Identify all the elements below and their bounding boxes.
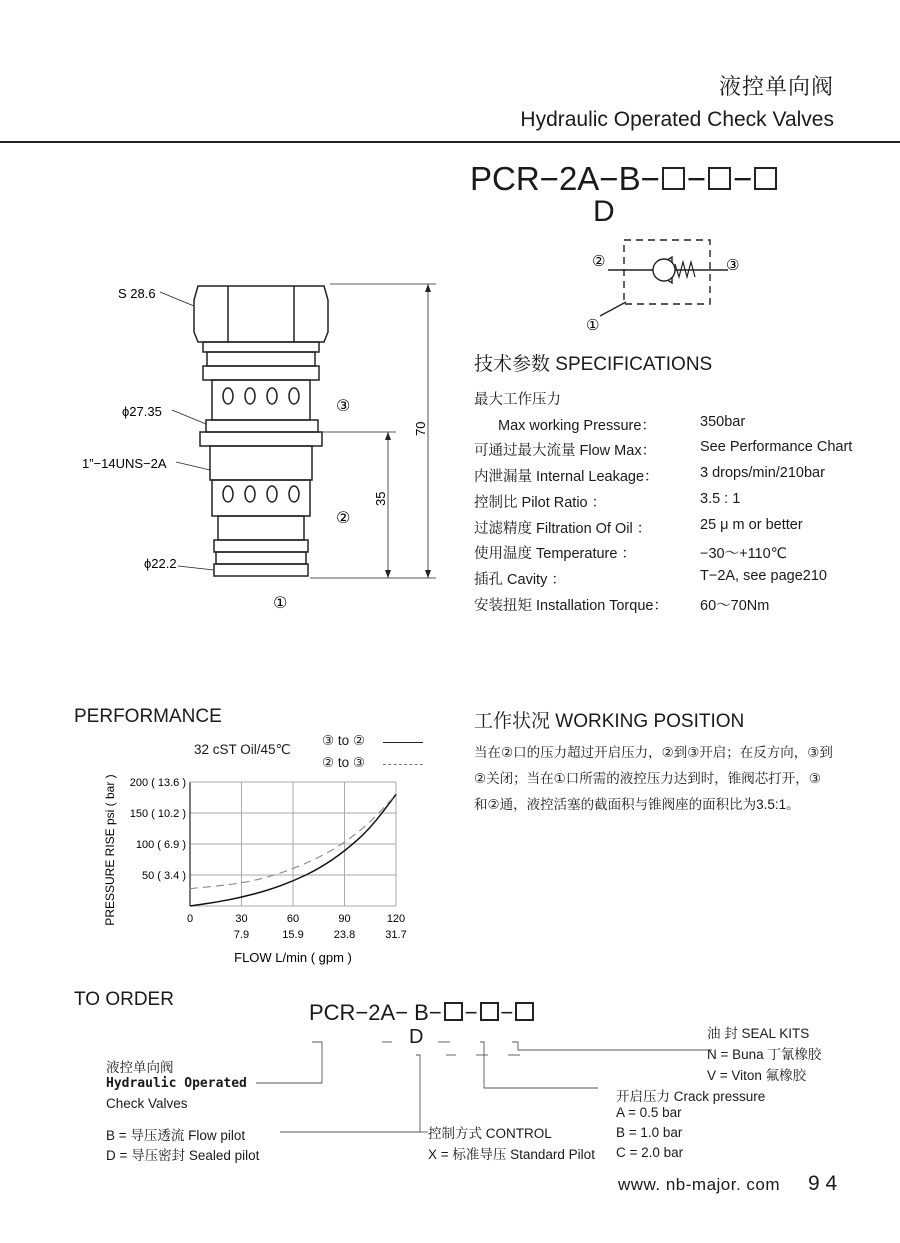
x-tick-label: 120: [386, 913, 406, 925]
svg-text:①: ①: [273, 595, 288, 612]
spec-label: Max working Pressure：: [498, 417, 656, 434]
spec-value: 3.5 : 1: [700, 490, 741, 507]
spec-label: 可通过最大流量 Flow Max：: [474, 443, 657, 460]
crack-a: A = 0.5 bar: [616, 1105, 682, 1120]
order-type-en1: Hydraulic Operated: [106, 1076, 247, 1091]
control-x: X = 标准导压 Standard Pilot: [428, 1147, 595, 1162]
seal-v: V = Viton 氟橡胶: [707, 1068, 807, 1083]
performance-heading: PERFORMANCE: [74, 706, 222, 727]
model-code-d: D: [593, 195, 615, 228]
oil-label: 32 cST Oil/45℃: [194, 742, 291, 757]
order-code: PCR−2A− B− − −: [309, 1000, 536, 1026]
legend-solid-label: ③ to ②: [322, 733, 365, 748]
order-type-en2: Check Valves: [106, 1096, 188, 1111]
hex-label: S 28.6: [118, 286, 156, 301]
seal-n: N = Buna 丁氰橡胶: [707, 1047, 822, 1062]
performance-chart: [96, 770, 426, 970]
svg-text:②: ②: [592, 253, 606, 270]
spec-value: 25 μ m or better: [700, 516, 803, 533]
y-tick-label: 200 ( 13.6 ): [129, 777, 186, 789]
spec-value: 350bar: [700, 413, 746, 430]
spec-value: 3 drops/min/210bar: [700, 465, 825, 482]
pilot-b: B = 导压透流 Flow pilot: [106, 1128, 246, 1143]
model-prefix: PCR−2A−B−: [470, 160, 660, 197]
model-code: PCR−2A−B− − −: [470, 160, 779, 198]
header-title-en: Hydraulic Operated Check Valves: [520, 108, 834, 131]
diam1-label: ϕ27.35: [122, 404, 162, 419]
option-box: [662, 167, 685, 190]
svg-text:①: ①: [586, 317, 600, 334]
crack-c: C = 2.0 bar: [616, 1145, 684, 1160]
working-heading: 工作状况 WORKING POSITION: [474, 711, 745, 732]
spec-value: See Performance Chart: [700, 439, 853, 456]
thread-label: 1”−14UNS−2A: [82, 456, 167, 471]
pilot-d: D = 导压密封 Sealed pilot: [106, 1148, 260, 1163]
x-tick-label: 90: [338, 913, 351, 925]
x-tick-label: 60: [286, 913, 300, 925]
spec-label: 控制比 Pilot Ratio ：: [474, 494, 607, 511]
option-box: [444, 1002, 463, 1021]
y-tick-label: 100 ( 6.9 ): [135, 839, 186, 851]
x-tick-label: 0: [186, 913, 194, 925]
spec-label: 安装扭矩 Installation Torque：: [474, 597, 668, 614]
svg-text:③: ③: [726, 257, 740, 274]
header-title-cn: 液控单向阀: [718, 74, 834, 99]
diam2-label: ϕ22.2: [144, 556, 177, 571]
spec-value: −30～+110℃: [700, 546, 787, 563]
control-heading: 控制方式 CONTROL: [428, 1126, 552, 1141]
option-box: [515, 1002, 534, 1021]
x-tick-label-secondary: 23.8: [333, 929, 356, 941]
x-axis-label: FLOW L/min ( gpm ): [234, 950, 352, 965]
spec-label: 最大工作压力: [474, 392, 561, 408]
spec-label: 插孔 Cavity ：: [474, 571, 566, 588]
option-box: [708, 167, 731, 190]
spec-label: 使用温度 Temperature ：: [474, 546, 636, 563]
crack-b: B = 1.0 bar: [616, 1125, 683, 1140]
order-type-cn: 液控单向阀: [106, 1060, 174, 1075]
option-box: [754, 167, 777, 190]
x-tick-label-secondary: 31.7: [385, 929, 407, 941]
valve-drawing: [70, 270, 450, 620]
legend-dashed-line: [383, 764, 423, 765]
crack-heading: 开启压力 Crack pressure: [616, 1089, 766, 1104]
y-tick-label: 150 ( 10.2 ): [129, 808, 186, 820]
legend-solid-line: [383, 742, 423, 743]
page-number: 9 4: [808, 1172, 838, 1195]
legend-dashed-label: ② to ③: [322, 755, 365, 770]
x-tick-label-secondary: 15.9: [282, 929, 304, 941]
svg-text:35: 35: [373, 491, 388, 506]
spec-label: 内泄漏量 Internal Leakage：: [474, 469, 659, 486]
hydraulic-symbol: [580, 232, 750, 342]
y-tick-label: 50 ( 3.4 ): [141, 870, 186, 882]
svg-text:②: ②: [336, 510, 351, 527]
specs-heading: 技术参数 SPECIFICATIONS: [474, 354, 713, 375]
svg-text:③: ③: [336, 398, 351, 415]
header-rule: [0, 141, 900, 143]
spec-label: 过滤精度 Filtration Of Oil ：: [474, 520, 652, 537]
svg-text:70: 70: [413, 421, 428, 436]
order-code-d: D: [409, 1026, 424, 1048]
spec-value: T−2A, see page210: [700, 567, 827, 584]
footer-url: www. nb-major. com: [618, 1175, 781, 1194]
x-tick-label-secondary: 7.9: [233, 929, 250, 941]
option-box: [480, 1002, 499, 1021]
seal-heading: 油 封 SEAL KITS: [707, 1026, 810, 1041]
y-axis-label: PRESSURE RISE psi ( bar ): [103, 774, 117, 926]
x-tick-label: 30: [235, 913, 248, 925]
working-text: 当在②口的压力超过开启压力，②到③开启；在反方向，③到②关闭；当在①口所需的液控压力达到时，锥阀芯打开，③和②通，液控活塞的截面积与锥阀座的面积比为3.5:1。: [474, 745, 833, 812]
spec-value: 60～70Nm: [700, 597, 770, 614]
order-heading: TO ORDER: [74, 989, 174, 1010]
